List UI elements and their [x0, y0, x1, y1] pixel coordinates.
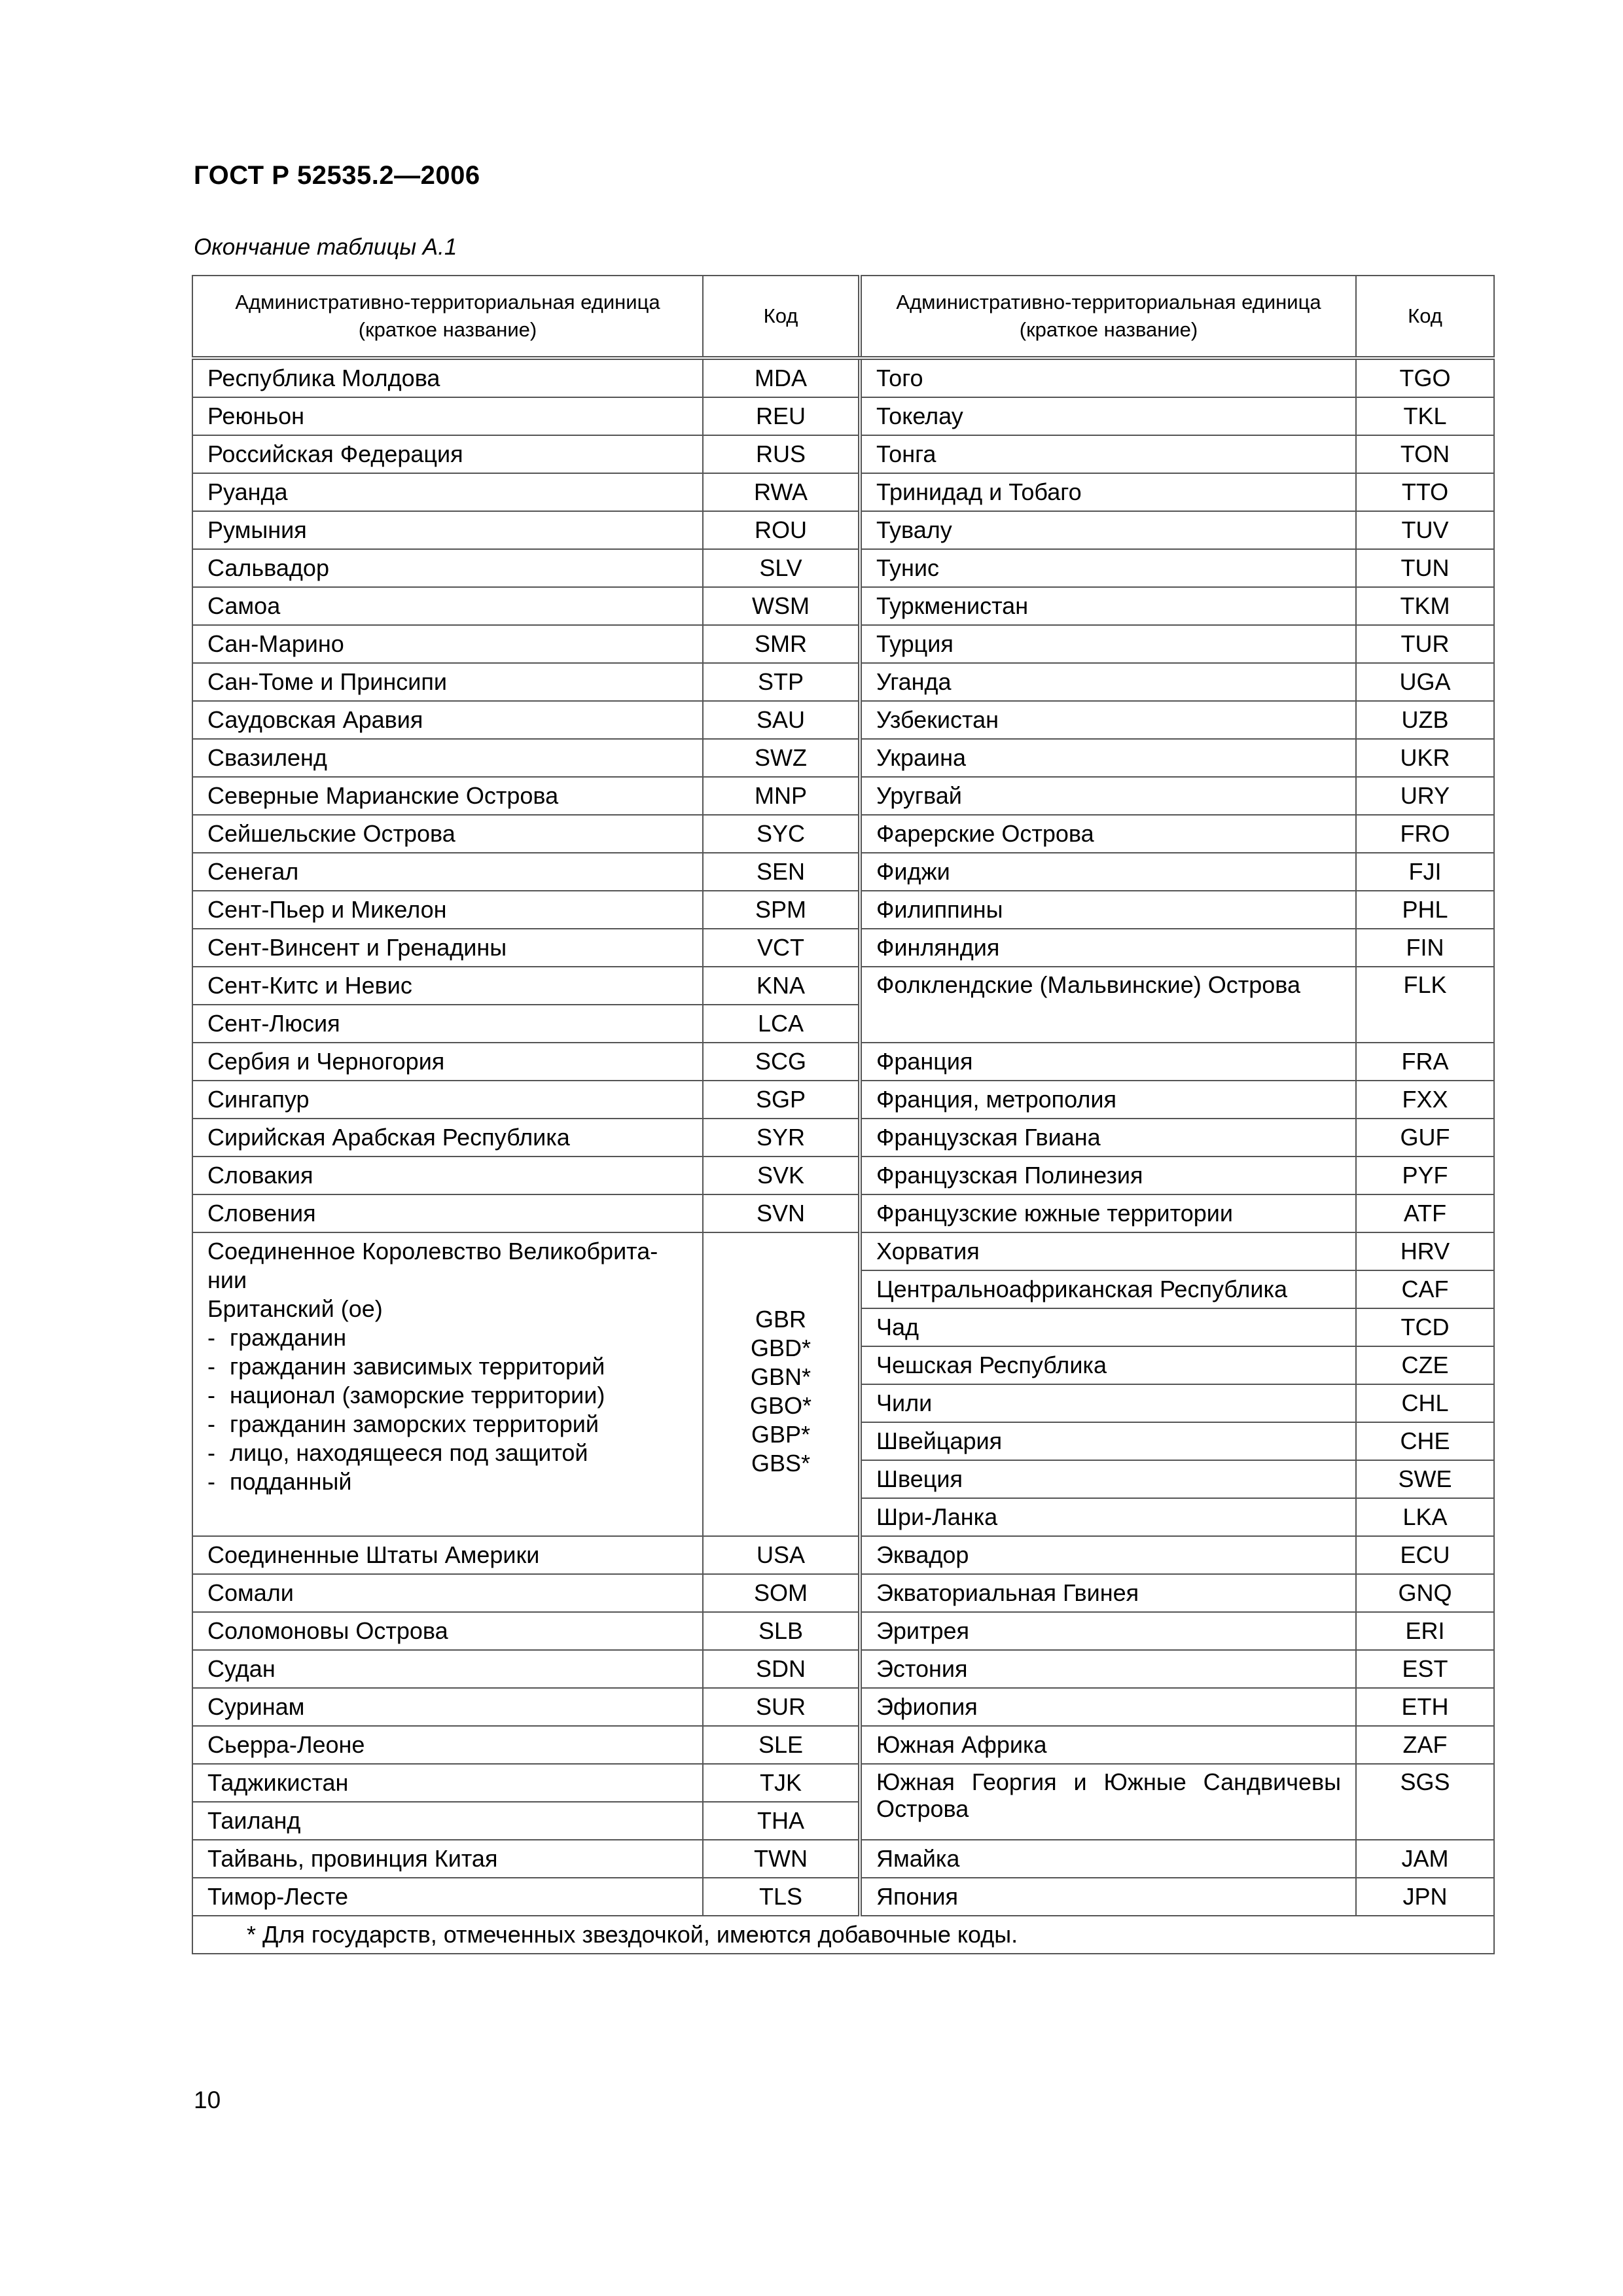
list-dash: -	[207, 1468, 215, 1495]
table-row	[192, 701, 1494, 739]
right-country-name: Центральноафриканская Республика	[860, 1270, 1356, 1308]
uk-code: GBR	[755, 1306, 806, 1333]
right-country-name: Украина	[860, 739, 1356, 777]
table-row	[192, 435, 1494, 473]
left-country-name: Самоа	[192, 587, 703, 625]
left-country-name: Саудовская Аравия	[192, 701, 703, 739]
left-country-name: Таджикистан	[192, 1764, 703, 1802]
right-country-code: SWE	[1356, 1460, 1494, 1498]
right-country-name: Чешская Республика	[860, 1346, 1356, 1384]
uk-citizenship-item	[207, 1381, 688, 1410]
right-country-code: EST	[1356, 1650, 1494, 1688]
table-row	[192, 1650, 1494, 1688]
left-country-code: STP	[703, 663, 860, 701]
table-row	[192, 625, 1494, 663]
column-header-code-right: Код	[1356, 276, 1494, 358]
right-country-name: Франция	[860, 1043, 1356, 1081]
left-country-name: Сан-Томе и Принсипи	[192, 663, 703, 701]
right-country-name: Швеция	[860, 1460, 1356, 1498]
table-row	[192, 1726, 1494, 1764]
right-country-name: Хорватия	[860, 1232, 1356, 1270]
right-country-code: TGO	[1356, 358, 1494, 397]
table-row	[192, 1764, 1494, 1802]
right-country-code: TTO	[1356, 473, 1494, 511]
list-dash: -	[207, 1410, 215, 1437]
right-country-name: Тонга	[860, 435, 1356, 473]
right-country-code: TUN	[1356, 549, 1494, 587]
uk-citizenship-item	[207, 1410, 688, 1439]
right-country-name: Южная Георгия и Южные Сандвичевы Острова	[860, 1764, 1356, 1840]
left-country-name: Судан	[192, 1650, 703, 1688]
left-country-name: Реюньон	[192, 397, 703, 435]
left-country-name: Сан-Марино	[192, 625, 703, 663]
uk-citizenship-text: подданный	[230, 1468, 352, 1495]
left-country-name: Руанда	[192, 473, 703, 511]
right-country-name: Французская Полинезия	[860, 1157, 1356, 1194]
table-row	[192, 967, 1494, 1005]
left-country-name: Таиланд	[192, 1802, 703, 1840]
left-country-name: Сомали	[192, 1574, 703, 1612]
right-country-name: Того	[860, 358, 1356, 397]
list-dash: -	[207, 1353, 215, 1380]
table-row	[192, 815, 1494, 853]
right-country-name: Тринидад и Тобаго	[860, 473, 1356, 511]
uk-citizenship-text: национал (заморские территории)	[230, 1382, 605, 1408]
left-country-name: Сент-Люсия	[192, 1005, 703, 1043]
right-country-name: Токелау	[860, 397, 1356, 435]
column-header-code-left: Код	[703, 276, 860, 358]
right-country-code: FLK	[1356, 967, 1494, 1043]
left-country-code: SYC	[703, 815, 860, 853]
right-country-code: FJI	[1356, 853, 1494, 891]
table-row	[192, 1043, 1494, 1081]
left-country-name: Сингапур	[192, 1081, 703, 1119]
right-country-code: PYF	[1356, 1157, 1494, 1194]
column-header-unit-left: Административно-территориальная единица (краткое название)	[192, 276, 703, 358]
left-country-code: SVN	[703, 1194, 860, 1232]
left-country-name: Сент-Китс и Невис	[192, 967, 703, 1005]
footnote: * Для государств, отмеченных звездочкой, имеются добавочные коды.	[192, 1916, 1494, 1954]
right-country-name: Япония	[860, 1878, 1356, 1916]
right-country-code: JAM	[1356, 1840, 1494, 1878]
country-codes-table	[192, 275, 1495, 1954]
right-country-code: TUV	[1356, 511, 1494, 549]
right-country-code: TCD	[1356, 1308, 1494, 1346]
left-country-name: Словакия	[192, 1157, 703, 1194]
table-row	[192, 1232, 1494, 1270]
right-country-code: GNQ	[1356, 1574, 1494, 1612]
right-country-code: ZAF	[1356, 1726, 1494, 1764]
right-country-code: CZE	[1356, 1346, 1494, 1384]
left-country-code: SMR	[703, 625, 860, 663]
left-country-name: Свазиленд	[192, 739, 703, 777]
left-country-name: Сент-Винсент и Гренадины	[192, 929, 703, 967]
left-country-code: MNP	[703, 777, 860, 815]
uk-code: GBP*	[751, 1421, 811, 1448]
left-country-name: Сьерра-Леоне	[192, 1726, 703, 1764]
table-row	[192, 587, 1494, 625]
left-country-name: Российская Федерация	[192, 435, 703, 473]
right-country-name: Чад	[860, 1308, 1356, 1346]
right-country-name: Эфиопия	[860, 1688, 1356, 1726]
left-country-name: Соединенные Штаты Америки	[192, 1536, 703, 1574]
right-country-name: Ямайка	[860, 1840, 1356, 1878]
right-country-name: Узбекистан	[860, 701, 1356, 739]
uk-code: GBO*	[749, 1392, 812, 1419]
uk-name-line: Соединенное Королевство Великобрита-	[207, 1238, 658, 1265]
uk-code: GBD*	[750, 1335, 812, 1361]
right-country-code: ERI	[1356, 1612, 1494, 1650]
uk-subtitle: Британский (ое)	[207, 1295, 383, 1322]
right-country-code: TUR	[1356, 625, 1494, 663]
left-country-code: SUR	[703, 1688, 860, 1726]
right-country-code: UGA	[1356, 663, 1494, 701]
table-row	[192, 511, 1494, 549]
table-row	[192, 1119, 1494, 1157]
table-row	[192, 1194, 1494, 1232]
left-country-code: SEN	[703, 853, 860, 891]
uk-citizenship-text: гражданин	[230, 1324, 347, 1351]
right-country-name: Фарерские Острова	[860, 815, 1356, 853]
right-country-code: ETH	[1356, 1688, 1494, 1726]
uk-citizenship-text: гражданин зависимых территорий	[230, 1353, 605, 1380]
uk-codes	[703, 1232, 860, 1536]
table-row	[192, 1688, 1494, 1726]
left-country-name: Сент-Пьер и Микелон	[192, 891, 703, 929]
table-row	[192, 663, 1494, 701]
right-country-name: Уругвай	[860, 777, 1356, 815]
uk-citizenship-text: гражданин заморских территорий	[230, 1410, 599, 1437]
left-country-code: SPM	[703, 891, 860, 929]
left-country-name: Тайвань, провинция Китая	[192, 1840, 703, 1878]
page-number: 10	[194, 2087, 221, 2113]
table-row	[192, 1536, 1494, 1574]
right-country-code: FRO	[1356, 815, 1494, 853]
right-country-code: PHL	[1356, 891, 1494, 929]
uk-code-stack	[709, 1305, 853, 1478]
uk-name-line: нии	[207, 1266, 247, 1293]
left-country-code: SOM	[703, 1574, 860, 1612]
column-header-unit-right: Административно-территориальная единица (краткое название)	[860, 276, 1356, 358]
left-country-code: SDN	[703, 1650, 860, 1688]
left-country-code: THA	[703, 1802, 860, 1840]
left-country-name: Тимор-Лесте	[192, 1878, 703, 1916]
left-country-code: SAU	[703, 701, 860, 739]
uk-citizenship-item	[207, 1352, 688, 1381]
right-country-name: Филиппины	[860, 891, 1356, 929]
left-country-name: Сирийская Арабская Республика	[192, 1119, 703, 1157]
right-country-code: SGS	[1356, 1764, 1494, 1840]
right-country-code: CHE	[1356, 1422, 1494, 1460]
left-country-code: ROU	[703, 511, 860, 549]
right-country-code: TON	[1356, 435, 1494, 473]
table-row	[192, 473, 1494, 511]
right-country-code: UZB	[1356, 701, 1494, 739]
right-country-name: Тувалу	[860, 511, 1356, 549]
table-row	[192, 1081, 1494, 1119]
right-country-name: Франция, метрополия	[860, 1081, 1356, 1119]
left-country-code: SLE	[703, 1726, 860, 1764]
right-country-name: Чили	[860, 1384, 1356, 1422]
left-country-code: SWZ	[703, 739, 860, 777]
document-header: ГОСТ Р 52535.2—2006	[194, 161, 480, 190]
right-country-name: Шри-Ланка	[860, 1498, 1356, 1536]
left-country-code: KNA	[703, 967, 860, 1005]
uk-citizenship-text: лицо, находящееся под защитой	[230, 1439, 588, 1466]
table-body	[192, 358, 1494, 1954]
right-country-code: FXX	[1356, 1081, 1494, 1119]
table-row	[192, 1574, 1494, 1612]
left-country-code: RUS	[703, 435, 860, 473]
left-country-code: SLV	[703, 549, 860, 587]
left-country-code: MDA	[703, 358, 860, 397]
left-country-code: WSM	[703, 587, 860, 625]
right-country-code: FRA	[1356, 1043, 1494, 1081]
left-country-name: Сенегал	[192, 853, 703, 891]
right-country-code: CAF	[1356, 1270, 1494, 1308]
left-country-code: REU	[703, 397, 860, 435]
left-country-name: Сейшельские Острова	[192, 815, 703, 853]
table-caption: Окончание таблицы А.1	[194, 234, 457, 260]
left-country-code: USA	[703, 1536, 860, 1574]
right-country-name: Турция	[860, 625, 1356, 663]
uk-citizenship-item	[207, 1323, 688, 1352]
right-country-code: ECU	[1356, 1536, 1494, 1574]
left-country-name: Северные Марианские Острова	[192, 777, 703, 815]
right-country-name: Французская Гвиана	[860, 1119, 1356, 1157]
left-country-name: Сербия и Черногория	[192, 1043, 703, 1081]
left-country-code: SCG	[703, 1043, 860, 1081]
left-country-code: TWN	[703, 1840, 860, 1878]
table-header-row	[192, 276, 1494, 358]
left-country-code: TJK	[703, 1764, 860, 1802]
right-country-code: JPN	[1356, 1878, 1494, 1916]
table-row	[192, 853, 1494, 891]
right-country-code: ATF	[1356, 1194, 1494, 1232]
table-row	[192, 549, 1494, 587]
right-country-code: URY	[1356, 777, 1494, 815]
table-row	[192, 1840, 1494, 1878]
right-country-name: Эритрея	[860, 1612, 1356, 1650]
table-row	[192, 891, 1494, 929]
list-dash: -	[207, 1324, 215, 1351]
uk-code: GBS*	[751, 1450, 811, 1477]
uk-citizenship-list	[207, 1323, 688, 1496]
right-country-code: FIN	[1356, 929, 1494, 967]
table-row	[192, 929, 1494, 967]
list-dash: -	[207, 1382, 215, 1408]
right-country-name: Туркменистан	[860, 587, 1356, 625]
footnote-row	[192, 1916, 1494, 1954]
right-country-code: LKA	[1356, 1498, 1494, 1536]
table-row	[192, 358, 1494, 397]
left-country-code: SVK	[703, 1157, 860, 1194]
left-country-name: Словения	[192, 1194, 703, 1232]
left-country-name: Республика Молдова	[192, 358, 703, 397]
left-country-code: LCA	[703, 1005, 860, 1043]
list-dash: -	[207, 1439, 215, 1466]
table-row	[192, 1612, 1494, 1650]
uk-code: GBN*	[750, 1363, 812, 1390]
left-country-name: Сальвадор	[192, 549, 703, 587]
left-country-code: SYR	[703, 1119, 860, 1157]
left-country-name: Румыния	[192, 511, 703, 549]
uk-citizenship-item	[207, 1467, 688, 1496]
right-country-code: UKR	[1356, 739, 1494, 777]
right-country-name: Тунис	[860, 549, 1356, 587]
right-country-code: CHL	[1356, 1384, 1494, 1422]
left-country-code: VCT	[703, 929, 860, 967]
right-country-name: Фолклендские (Мальвинские) Острова	[860, 967, 1356, 1043]
right-country-name: Фиджи	[860, 853, 1356, 891]
right-country-code: TKL	[1356, 397, 1494, 435]
left-country-code: RWA	[703, 473, 860, 511]
right-country-name: Эквадор	[860, 1536, 1356, 1574]
left-country-code: SGP	[703, 1081, 860, 1119]
right-country-code: HRV	[1356, 1232, 1494, 1270]
right-country-code: GUF	[1356, 1119, 1494, 1157]
left-country-code: TLS	[703, 1878, 860, 1916]
right-country-name: Экваториальная Гвинея	[860, 1574, 1356, 1612]
right-country-code: TKM	[1356, 587, 1494, 625]
table-row	[192, 1157, 1494, 1194]
right-country-name: Уганда	[860, 663, 1356, 701]
uk-citizenship-item	[207, 1439, 688, 1467]
uk-entry	[192, 1232, 703, 1536]
left-country-name: Соломоновы Острова	[192, 1612, 703, 1650]
right-country-name: Французские южные территории	[860, 1194, 1356, 1232]
right-country-name: Финляндия	[860, 929, 1356, 967]
table-row	[192, 1878, 1494, 1916]
right-country-name: Швейцария	[860, 1422, 1356, 1460]
right-country-name: Эстония	[860, 1650, 1356, 1688]
right-country-name: Южная Африка	[860, 1726, 1356, 1764]
table-row	[192, 739, 1494, 777]
table-row	[192, 777, 1494, 815]
left-country-code: SLB	[703, 1612, 860, 1650]
table-row	[192, 397, 1494, 435]
left-country-name: Суринам	[192, 1688, 703, 1726]
